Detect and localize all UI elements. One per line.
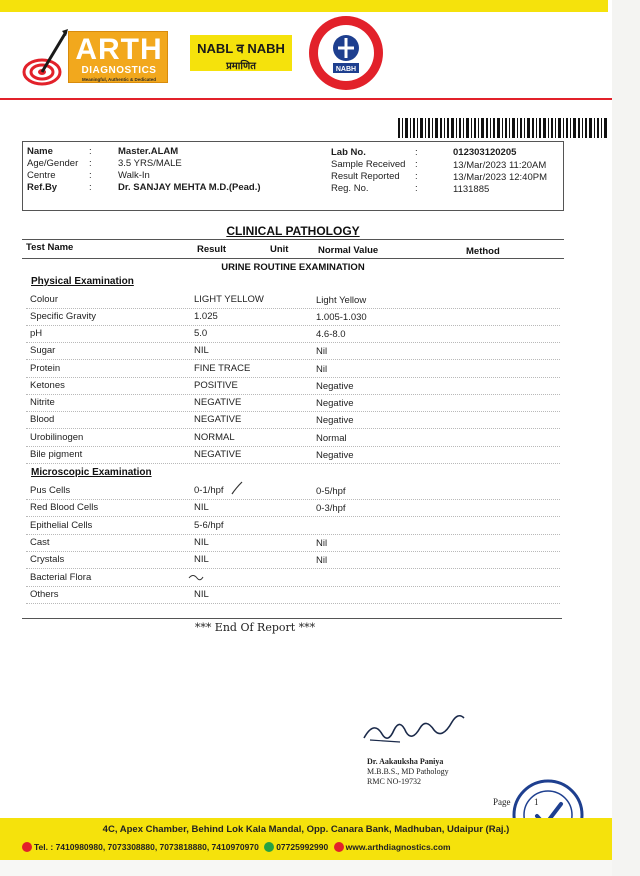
test-name: Protein [30,363,61,374]
test-name: Crystals [30,554,65,565]
footer-address: 4C, Apex Chamber, Behind Lok Kala Mandal, Opp. Canara Bank, Madhuban, Udaipur (Raj.) [102,824,510,835]
nabh-seal [307,14,385,92]
table-row [26,535,560,552]
age-label: Age/Gender [27,158,79,169]
test-name: Epithelial Cells [30,520,93,531]
footer-whatsapp: 07725992990 [276,842,329,852]
refby-value: Dr. SANJAY MEHTA M.D.(Pead.) [118,182,261,193]
target-arrow-icon [22,28,70,88]
arth-word: ARTH [75,33,163,66]
col-normal-value: Normal Value [318,245,379,256]
reg-label: Reg. No. [331,183,369,194]
header-rule [0,98,612,100]
table-row [26,343,560,360]
test-normal: Negative [316,381,354,392]
test-name: Pus Cells [30,485,71,496]
table-row [26,570,560,587]
name-value: Master.ALAM [118,146,179,157]
whatsapp-icon [264,842,274,852]
pen-mark-icon [188,572,204,584]
col-unit: Unit [270,244,289,255]
table-row [26,292,560,309]
footer [0,818,612,860]
age-sep: : [89,158,92,169]
test-name: Colour [30,294,58,305]
received-label: Sample Received [331,159,406,170]
test-normal: 1.005-1.030 [316,312,367,323]
arth-tagline: Meaningful, Authentic & Dedicated [81,77,157,82]
test-result: NIL [194,537,209,548]
table-row [26,447,560,464]
footer-tel: Tel. : 7410980980, 7073308880, 7073818880, 7410970970 [34,842,259,852]
footer-website: www.arthdiagnostics.com [345,842,451,852]
test-normal: Nil [316,346,328,357]
arth-brand-box [68,31,168,83]
table-row [26,552,560,569]
table-row [26,430,560,447]
test-normal: 4.6-8.0 [316,329,346,340]
top-yellow-band [0,0,608,12]
signature-icon [360,700,470,750]
test-result: FINE TRACE [194,363,251,374]
nabl-subtitle: प्रमाणित [226,61,256,72]
test-normal: 0-3/hpf [316,503,346,514]
test-name: Sugar [30,345,56,356]
reported-value: 13/Mar/2023 12:40PM [453,172,548,183]
nabl-title: NABL व NABH [197,41,285,56]
test-result: POSITIVE [194,380,238,391]
test-normal: Nil [316,555,328,566]
test-normal: Nil [316,364,328,375]
test-result: NEGATIVE [194,414,242,425]
test-normal: Nil [316,538,328,549]
table-row [26,326,560,343]
reg-value: 1131885 [453,184,490,195]
refby-label: Ref.By [27,182,58,193]
test-name: Red Blood Cells [30,502,99,513]
test-name: Others [30,589,59,600]
phone-icon [22,842,32,852]
page-label: Page [493,797,511,807]
doctor-rmc: RMC NO-19732 [367,777,422,786]
page-bottom-margin [0,860,612,876]
table-row [26,587,560,604]
test-name: Bacterial Flora [30,572,92,583]
test-name: pH [30,328,43,339]
barcode-icon [398,118,608,138]
name-sep: : [89,146,92,157]
test-normal: Negative [316,398,354,409]
col-method: Method [466,246,500,257]
doctor-degree: M.B.B.S., MD Pathology [367,767,449,776]
exam-subtitle: URINE ROUTINE EXAMINATION [221,262,365,273]
test-name: Ketones [30,380,65,391]
doctor-name: Dr. Aakauksha Paniya [367,757,444,766]
test-result: NIL [194,345,209,356]
test-result: 5-6/hpf [194,520,224,531]
test-result: 1.025 [194,311,218,322]
lab-value: 012303120205 [453,147,517,158]
lab-sep: : [415,147,418,158]
test-result: NIL [194,554,209,565]
table-row [26,412,560,429]
test-result: 0-1/hpf [194,485,224,496]
refby-sep: : [89,182,92,193]
test-name: Specific Gravity [30,311,96,322]
web-icon [334,842,344,852]
lab-label: Lab No. [331,147,366,158]
test-result: NIL [194,502,209,513]
test-normal: Negative [316,415,354,426]
table-bottom-rule [22,618,562,619]
page-edge [612,0,640,876]
test-name: Urobilinogen [30,432,84,443]
col-test-name: Test Name [26,242,74,253]
table-row [26,378,560,395]
test-name: Cast [30,537,50,548]
table-row [26,483,560,500]
table-top-rule [22,239,564,240]
arth-logo [22,28,172,88]
section-title: CLINICAL PATHOLOGY [226,224,360,238]
test-normal: Normal [316,433,347,444]
centre-sep: : [89,170,92,181]
end-of-report: *** End Of Report *** [194,621,316,634]
age-value: 3.5 YRS/MALE [118,158,182,169]
test-result: NEGATIVE [194,397,242,408]
received-value: 13/Mar/2023 11:20AM [453,160,547,171]
test-normal: 0-5/hpf [316,486,346,497]
arth-diagnostics: DIAGNOSTICS [81,65,157,76]
physical-exam-title: Physical Examination [31,276,134,287]
table-row [26,309,560,326]
test-normal: Negative [316,450,354,461]
table-row [26,395,560,412]
test-result: NIL [194,589,209,600]
test-name: Blood [30,414,55,425]
table-row [26,361,560,378]
test-normal: Light Yellow [316,295,367,306]
name-label: Name [27,146,53,157]
table-row [26,500,560,517]
col-result: Result [197,244,227,255]
received-sep: : [415,159,418,170]
centre-value: Walk-In [118,170,150,181]
patient-details-box [22,141,564,211]
test-name: Nitrite [30,397,55,408]
nabh-seal-icon [307,14,385,92]
test-result: 5.0 [194,328,208,339]
nabl-nabh-badge [190,35,292,71]
table-row [26,518,560,535]
reported-label: Result Reported [331,171,400,182]
table-header-rule [22,258,564,259]
test-result: NORMAL [194,432,235,443]
test-name: Bile pigment [30,449,83,460]
pen-tick-icon [230,480,244,498]
microscopic-exam-title: Microscopic Examination [31,467,152,478]
reported-sep: : [415,171,418,182]
reg-sep: : [415,183,418,194]
test-result: LIGHT YELLOW [194,294,264,305]
nabh-label: NABH [335,66,357,73]
test-result: NEGATIVE [194,449,242,460]
centre-label: Centre [27,170,56,181]
page-number: 1 [534,797,539,807]
footer-contacts [22,842,451,852]
